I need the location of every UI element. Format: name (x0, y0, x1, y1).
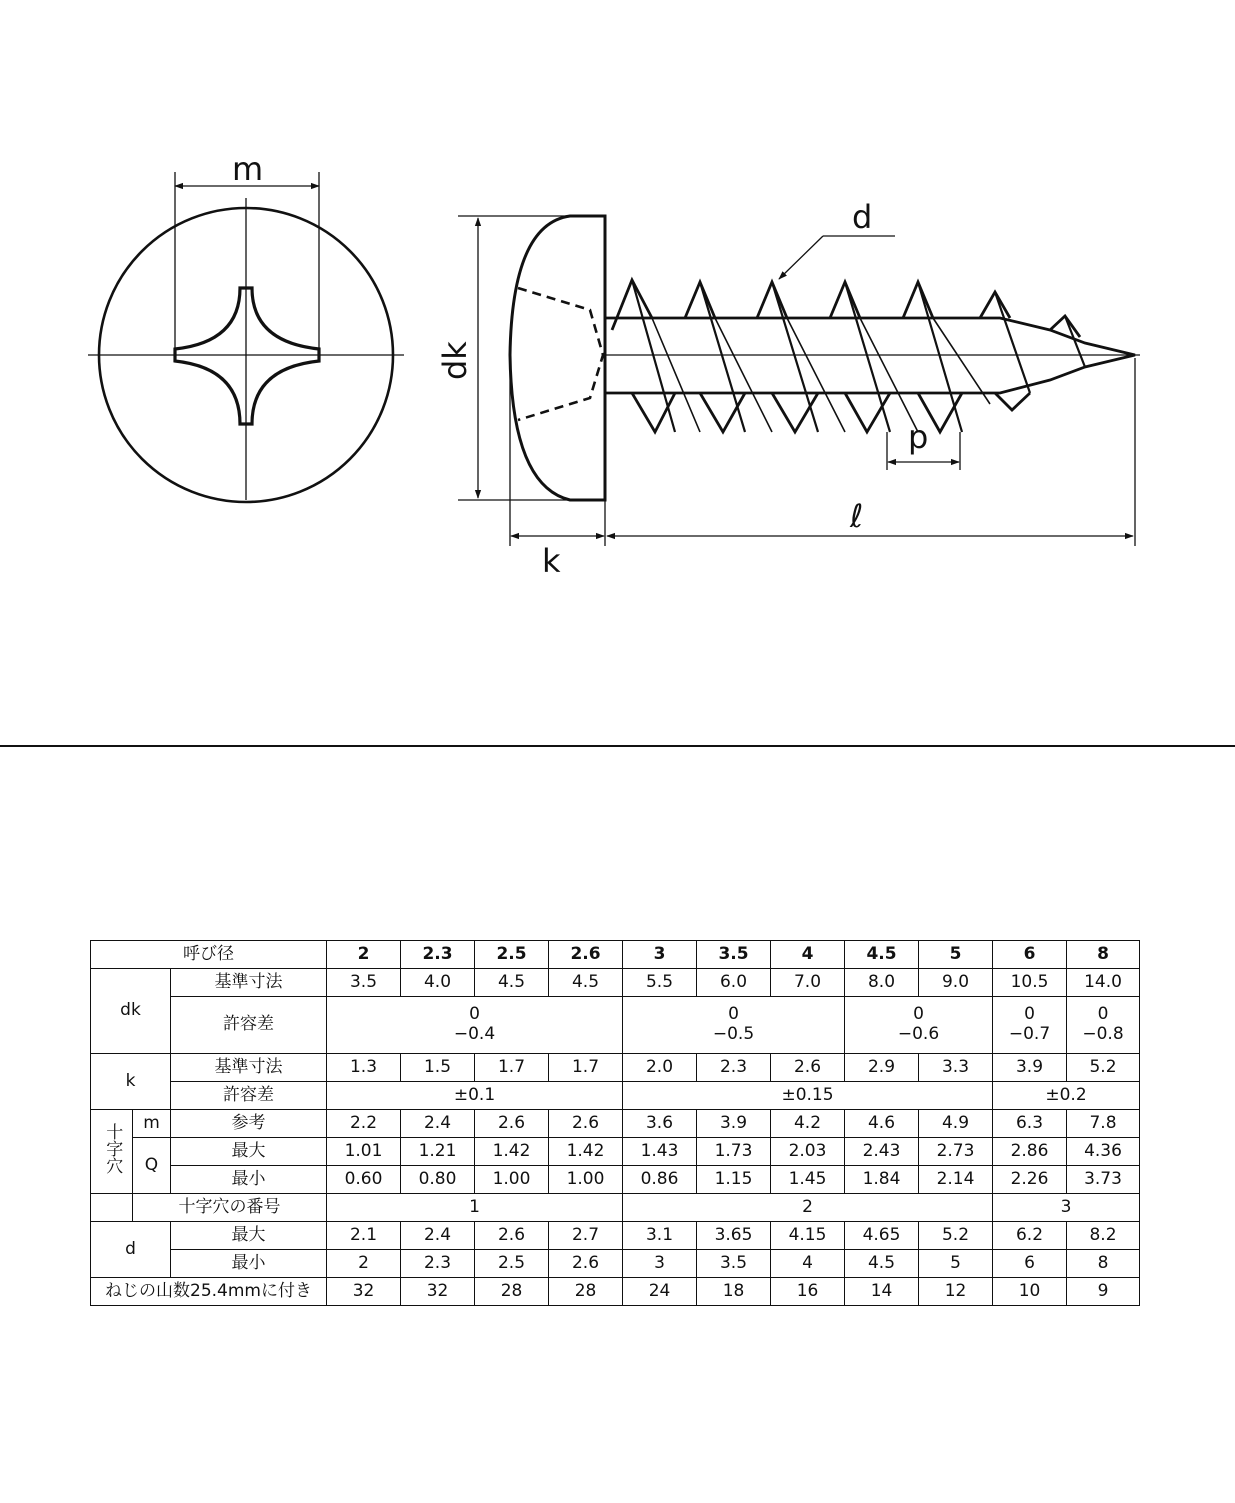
size-cell: 8 (1067, 941, 1140, 969)
size-cell: 5 (919, 941, 993, 969)
q-max-label: 最大 (171, 1138, 327, 1166)
value-cell: 2.3 (697, 1054, 771, 1082)
value-cell: 4.9 (919, 1110, 993, 1138)
dimension-table (90, 940, 1140, 1306)
value-cell: 2.26 (993, 1166, 1067, 1194)
value-cell: 4.0 (401, 969, 475, 997)
value-cell: 4.15 (771, 1222, 845, 1250)
q-label: Q (133, 1138, 171, 1194)
q-min-label: 最小 (171, 1166, 327, 1194)
tol-upper: 0 (1097, 1004, 1109, 1025)
section-divider (0, 745, 1235, 747)
value-cell: 2.14 (919, 1166, 993, 1194)
value-cell: 2.9 (845, 1054, 919, 1082)
tol-lower: −0.7 (1008, 1024, 1051, 1044)
value-cell: 4.6 (845, 1110, 919, 1138)
nominal-label: 呼び径 (91, 941, 327, 969)
value-cell: 8 (1067, 1250, 1140, 1278)
value-cell: 1.3 (327, 1054, 401, 1082)
value-cell: 4.65 (845, 1222, 919, 1250)
value-cell: 4.5 (549, 969, 623, 997)
row-q-min (91, 1166, 1140, 1194)
size-cell: 3 (623, 941, 697, 969)
value-cell: 1.5 (401, 1054, 475, 1082)
threads-label: ねじの山数25.4mmに付き (91, 1278, 327, 1306)
size-cell: 2.5 (475, 941, 549, 969)
d-label: d (91, 1222, 171, 1278)
value-cell: 8.2 (1067, 1222, 1140, 1250)
tol-upper: 0 (469, 1004, 480, 1025)
k-label: k (91, 1054, 171, 1110)
value-cell: 2.5 (475, 1250, 549, 1278)
label-dk: dk (436, 341, 474, 380)
value-cell: 14 (845, 1278, 919, 1306)
value-cell: 2.6 (549, 1110, 623, 1138)
value-cell: 1.00 (475, 1166, 549, 1194)
value-cell: 16 (771, 1278, 845, 1306)
row-recess-no (91, 1194, 1140, 1222)
row-dk-base (91, 969, 1140, 997)
value-cell: 10 (993, 1278, 1067, 1306)
tol-cell (327, 997, 623, 1054)
value-cell: 2.3 (401, 1250, 475, 1278)
tol-cell (845, 997, 993, 1054)
value-cell: 9.0 (919, 969, 993, 997)
recess-no-label: 十字穴の番号 (133, 1194, 327, 1222)
row-nominal (91, 941, 1140, 969)
value-cell: 8.0 (845, 969, 919, 997)
recess-label-text: 十字穴 (102, 1123, 123, 1175)
value-cell: 1.42 (475, 1138, 549, 1166)
size-cell: 6 (993, 941, 1067, 969)
value-cell: 3.1 (623, 1222, 697, 1250)
size-cell: 2.6 (549, 941, 623, 969)
value-cell: 2.2 (327, 1110, 401, 1138)
d-max-label: 最大 (171, 1222, 327, 1250)
d-min-label: 最小 (171, 1250, 327, 1278)
value-cell: 3.5 (327, 969, 401, 997)
value-cell: 2.73 (919, 1138, 993, 1166)
value-cell: 1.21 (401, 1138, 475, 1166)
label-d: d (852, 198, 873, 236)
m-label: m (133, 1110, 171, 1138)
k-tol-label: 許容差 (171, 1082, 327, 1110)
row-threads (91, 1278, 1140, 1306)
tol-lower: −0.8 (1082, 1024, 1124, 1044)
value-cell: 4.2 (771, 1110, 845, 1138)
value-cell: 1.43 (623, 1138, 697, 1166)
value-cell: 10.5 (993, 969, 1067, 997)
row-k-base (91, 1054, 1140, 1082)
tol-lower: −0.6 (897, 1024, 940, 1044)
blank-cell (91, 1194, 133, 1222)
value-cell: 0.80 (401, 1166, 475, 1194)
value-cell: 4.36 (1067, 1138, 1140, 1166)
value-cell: 4.5 (845, 1250, 919, 1278)
value-cell: 14.0 (1067, 969, 1140, 997)
size-cell: 2 (327, 941, 401, 969)
value-cell: 1.01 (327, 1138, 401, 1166)
value-cell: 1.7 (475, 1054, 549, 1082)
label-k: k (542, 542, 561, 580)
screw-shank (605, 280, 1140, 432)
value-cell: 2.86 (993, 1138, 1067, 1166)
value-cell: 0.60 (327, 1166, 401, 1194)
value-cell: 4 (771, 1250, 845, 1278)
tol-cell: ±0.2 (993, 1082, 1140, 1110)
value-cell: 12 (919, 1278, 993, 1306)
dk-label: dk (91, 969, 171, 1054)
value-cell: 2.0 (623, 1054, 697, 1082)
value-cell: 32 (327, 1278, 401, 1306)
value-cell: 3.65 (697, 1222, 771, 1250)
value-cell: 1.00 (549, 1166, 623, 1194)
value-cell: 24 (623, 1278, 697, 1306)
value-cell: 2.03 (771, 1138, 845, 1166)
value-cell: 3.9 (993, 1054, 1067, 1082)
value-cell: 2.6 (771, 1054, 845, 1082)
value-cell: 2.6 (549, 1250, 623, 1278)
row-d-min (91, 1250, 1140, 1278)
value-cell: 3 (623, 1250, 697, 1278)
value-cell: 6.0 (697, 969, 771, 997)
value-cell: 2 (327, 1250, 401, 1278)
value-cell: 1 (327, 1194, 623, 1222)
value-cell: 7.8 (1067, 1110, 1140, 1138)
tol-lower: −0.4 (453, 1024, 496, 1044)
tol-cell (1067, 997, 1140, 1054)
row-q-max (91, 1138, 1140, 1166)
value-cell: 1.45 (771, 1166, 845, 1194)
m-ref-label: 参考 (171, 1110, 327, 1138)
value-cell: 2.7 (549, 1222, 623, 1250)
row-k-tol (91, 1082, 1140, 1110)
value-cell: 2 (623, 1194, 993, 1222)
value-cell: 2.6 (475, 1110, 549, 1138)
tol-cell (623, 997, 845, 1054)
value-cell: 2.1 (327, 1222, 401, 1250)
tol-upper: 0 (913, 1004, 924, 1025)
tol-cell (993, 997, 1067, 1054)
tol-upper: 0 (1024, 1004, 1035, 1025)
value-cell: 6 (993, 1250, 1067, 1278)
value-cell: 1.73 (697, 1138, 771, 1166)
value-cell: 1.7 (549, 1054, 623, 1082)
value-cell: 28 (475, 1278, 549, 1306)
row-d-max (91, 1222, 1140, 1250)
value-cell: 5.5 (623, 969, 697, 997)
value-cell: 1.84 (845, 1166, 919, 1194)
label-m: m (232, 150, 264, 188)
value-cell: 7.0 (771, 969, 845, 997)
tol-cell: ±0.1 (327, 1082, 623, 1110)
size-cell: 4 (771, 941, 845, 969)
value-cell: 6.2 (993, 1222, 1067, 1250)
value-cell: 9 (1067, 1278, 1140, 1306)
value-cell: 2.4 (401, 1110, 475, 1138)
value-cell: 18 (697, 1278, 771, 1306)
size-cell: 2.3 (401, 941, 475, 969)
dk-base-label: 基準寸法 (171, 969, 327, 997)
value-cell: 3.5 (697, 1250, 771, 1278)
head-top-view (88, 172, 404, 502)
recess-label (91, 1110, 133, 1194)
value-cell: 1.42 (549, 1138, 623, 1166)
tol-upper: 0 (728, 1004, 739, 1025)
value-cell: 5 (919, 1250, 993, 1278)
value-cell: 3.3 (919, 1054, 993, 1082)
value-cell: 28 (549, 1278, 623, 1306)
value-cell: 2.6 (475, 1222, 549, 1250)
label-p: p (908, 418, 929, 456)
value-cell: 2.4 (401, 1222, 475, 1250)
value-cell: 3 (993, 1194, 1140, 1222)
screw-technical-drawing (0, 0, 1235, 700)
phillips-recess (175, 288, 319, 424)
label-l: ℓ (850, 497, 864, 535)
dk-tol-label: 許容差 (171, 997, 327, 1054)
size-cell: 4.5 (845, 941, 919, 969)
value-cell: 4.5 (475, 969, 549, 997)
k-base-label: 基準寸法 (171, 1054, 327, 1082)
value-cell: 32 (401, 1278, 475, 1306)
value-cell: 6.3 (993, 1110, 1067, 1138)
value-cell: 3.6 (623, 1110, 697, 1138)
value-cell: 3.73 (1067, 1166, 1140, 1194)
tol-cell: ±0.15 (623, 1082, 993, 1110)
size-cell: 3.5 (697, 941, 771, 969)
head-side-view (510, 216, 605, 500)
row-dk-tol (91, 997, 1140, 1054)
value-cell: 2.43 (845, 1138, 919, 1166)
value-cell: 5.2 (1067, 1054, 1140, 1082)
value-cell: 1.15 (697, 1166, 771, 1194)
value-cell: 5.2 (919, 1222, 993, 1250)
row-m (91, 1110, 1140, 1138)
value-cell: 0.86 (623, 1166, 697, 1194)
tol-lower: −0.5 (712, 1024, 755, 1044)
value-cell: 3.9 (697, 1110, 771, 1138)
